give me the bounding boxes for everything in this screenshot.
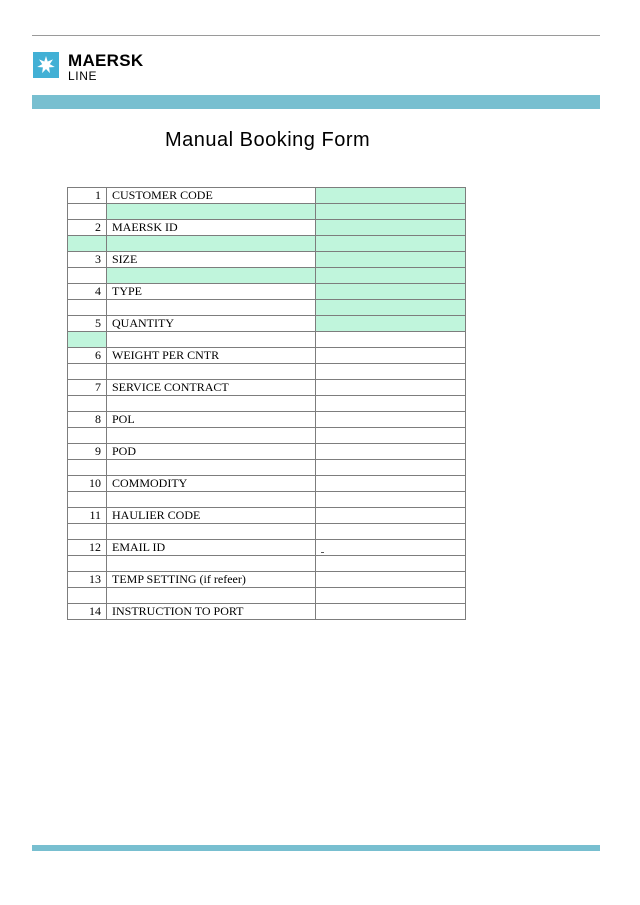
type-input[interactable] (316, 284, 466, 300)
maersk-logo (33, 52, 143, 82)
form-row-haulier-code (68, 508, 466, 524)
size-extra-cell[interactable] (107, 268, 316, 284)
row-number: 10 (68, 476, 107, 492)
row-number: 7 (68, 380, 107, 396)
temp-setting-input[interactable] (316, 572, 466, 588)
footer-band (32, 845, 600, 851)
brand-name: MAERSK (68, 51, 144, 70)
maersk-id-extra-value[interactable] (316, 236, 466, 252)
form-row-pol (68, 412, 466, 428)
maersk-id-input[interactable] (316, 220, 466, 236)
customer-code-extra-cell[interactable] (107, 204, 316, 220)
field-label: SERVICE CONTRACT (107, 380, 316, 396)
form-row-instruction-to-port (68, 604, 466, 620)
spacer-row (68, 236, 466, 252)
form-row-commodity (68, 476, 466, 492)
spacer-row (68, 556, 466, 572)
field-label: POL (107, 412, 316, 428)
form-row-maersk-id (68, 220, 466, 236)
row-number: 13 (68, 572, 107, 588)
maersk-star-icon (33, 52, 59, 78)
field-label: TEMP SETTING (if refeer) (107, 572, 316, 588)
page-title: Manual Booking Form (165, 129, 371, 151)
field-label: QUANTITY (107, 316, 316, 332)
pol-input[interactable] (316, 412, 466, 428)
row-number: 11 (68, 508, 107, 524)
header-band (32, 95, 600, 109)
field-label: COMMODITY (107, 476, 316, 492)
field-label: EMAIL ID (107, 540, 316, 556)
customer-code-extra-value[interactable] (316, 204, 466, 220)
form-row-weight-per-cntr (68, 348, 466, 364)
pod-input[interactable] (316, 444, 466, 460)
spacer-row (68, 396, 466, 412)
row-number: 2 (68, 220, 107, 236)
spacer-row (68, 588, 466, 604)
row-number: 6 (68, 348, 107, 364)
commodity-input[interactable] (316, 476, 466, 492)
spacer-row (68, 300, 466, 316)
top-rule (32, 35, 600, 36)
spacer-row (68, 332, 466, 348)
field-label: MAERSK ID (107, 220, 316, 236)
form-row-temp-setting (68, 572, 466, 588)
form-row-quantity (68, 316, 466, 332)
quantity-extra-num[interactable] (68, 332, 107, 348)
form-row-email-id (68, 540, 466, 556)
customer-code-input[interactable] (316, 188, 466, 204)
field-label: POD (107, 444, 316, 460)
size-input[interactable] (316, 252, 466, 268)
brand-sub: LINE (68, 69, 98, 83)
row-number: 5 (68, 316, 107, 332)
row-number: 8 (68, 412, 107, 428)
row-number: 1 (68, 188, 107, 204)
haulier-code-input[interactable] (316, 508, 466, 524)
spacer-row (68, 364, 466, 380)
maersk-id-extra-cell[interactable] (107, 236, 316, 252)
field-label: SIZE (107, 252, 316, 268)
field-label: INSTRUCTION TO PORT (107, 604, 316, 620)
form-row-pod (68, 444, 466, 460)
form-row-size (68, 252, 466, 268)
weight-per-cntr-input[interactable] (316, 348, 466, 364)
field-label: WEIGHT PER CNTR (107, 348, 316, 364)
row-number: 14 (68, 604, 107, 620)
maersk-id-extra-num[interactable] (68, 236, 107, 252)
instruction-to-port-input[interactable] (316, 604, 466, 620)
row-number: 12 (68, 540, 107, 556)
type-extra-value[interactable] (316, 300, 466, 316)
field-label: CUSTOMER CODE (107, 188, 316, 204)
spacer-row (68, 268, 466, 284)
form-row-customer-code (68, 188, 466, 204)
size-extra-value[interactable] (316, 268, 466, 284)
spacer-row (68, 428, 466, 444)
row-number: 3 (68, 252, 107, 268)
row-number: 4 (68, 284, 107, 300)
field-label: TYPE (107, 284, 316, 300)
spacer-row (68, 492, 466, 508)
email-id-input[interactable] (316, 540, 466, 556)
service-contract-input[interactable] (316, 380, 466, 396)
booking-form-table (67, 187, 466, 620)
cell-mark (321, 552, 324, 553)
form-row-type (68, 284, 466, 300)
spacer-row (68, 204, 466, 220)
spacer-row (68, 460, 466, 476)
spacer-row (68, 524, 466, 540)
row-number: 9 (68, 444, 107, 460)
form-row-service-contract (68, 380, 466, 396)
field-label: HAULIER CODE (107, 508, 316, 524)
quantity-input[interactable] (316, 316, 466, 332)
